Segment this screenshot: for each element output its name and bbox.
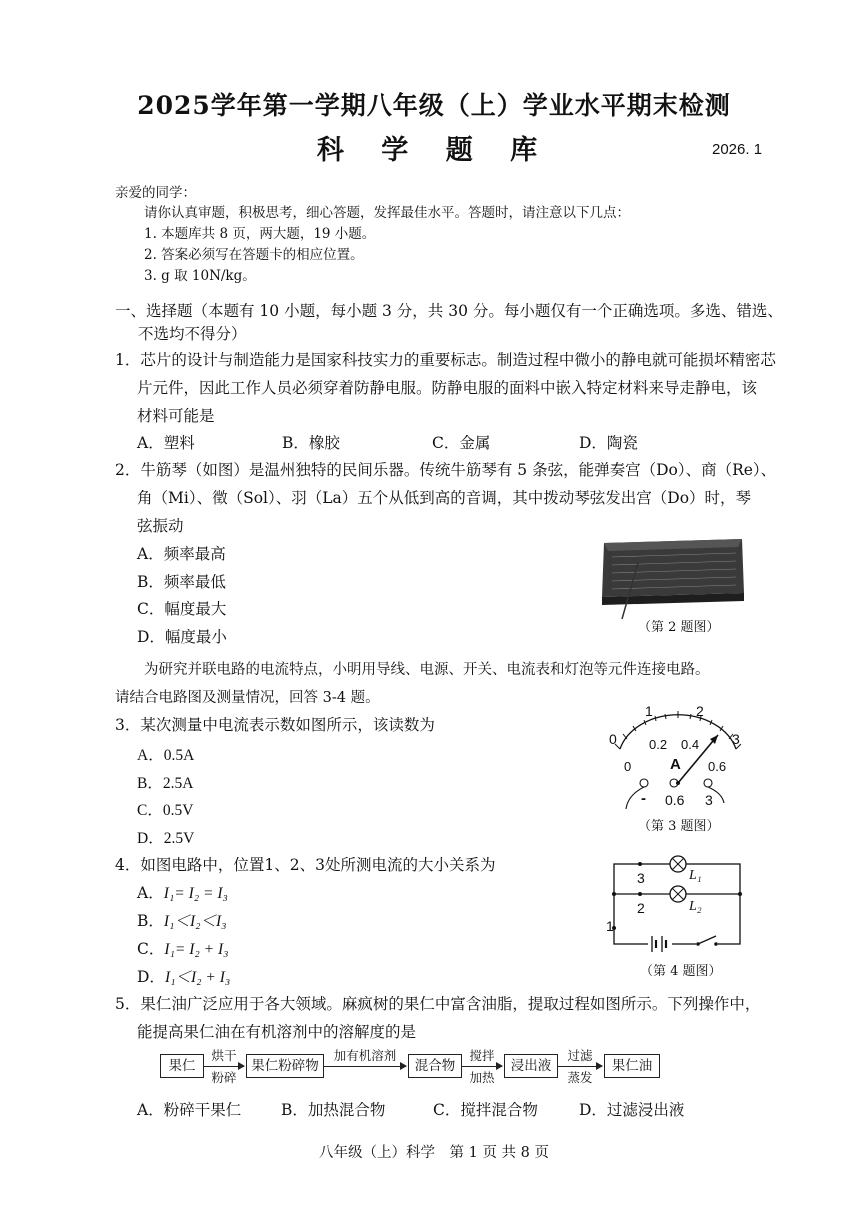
meter-top-2: 2 [696, 703, 704, 719]
meter-unit: A [670, 756, 681, 773]
q4-stem: 4．如图电路中，位置1、2、3处所测电流的大小关系为 [115, 856, 496, 874]
flow-box-mixture: 混合物 [408, 1054, 462, 1078]
intro34-line1: 为研究并联电路的电流特点，小明用导线、电源、开关、电流表和灯泡等元件连接电路。 [144, 662, 710, 678]
note-item: 2. 答案必须写在答题卡的相应位置。 [144, 247, 364, 263]
circuit-label-3: 3 [637, 870, 645, 886]
circuit-label-2: 2 [637, 900, 645, 916]
q4-option-c[interactable] [137, 937, 229, 959]
section-heading [115, 299, 783, 321]
meter-top-1: 1 [645, 703, 653, 719]
flow-box-extract: 浸出液 [504, 1054, 558, 1078]
section-heading-line2: 不选均不得分） [138, 325, 247, 343]
q5-line1: 5．果仁油广泛应用于各大领域。麻疯树的果仁中富含油脂，提取过程如图所示。下列操作中， [115, 995, 761, 1013]
q2-line: 弦振动 [137, 517, 184, 535]
meter-top-0: 0 [609, 731, 617, 747]
q3-option-c[interactable]: C．0.5V [137, 802, 194, 819]
option-expr: I₁= I₂ = I₃ [163, 885, 228, 902]
q3-option-a[interactable]: A．0.5A [137, 747, 195, 764]
meter-bottom-0: 0 [624, 759, 632, 774]
flow-arrow [462, 1066, 502, 1067]
flow-arrow [324, 1066, 406, 1067]
option-letter: C． [137, 940, 165, 958]
q2-option-d[interactable]: D．幅度最小 [137, 628, 227, 646]
q1-option-c[interactable]: C．金属 [432, 434, 491, 452]
option-letter: D． [137, 968, 165, 986]
q5-option-d[interactable]: D．过滤浸出液 [579, 1101, 685, 1119]
flow-arrow [204, 1066, 244, 1067]
exam-date: 2026. 1 [712, 141, 763, 158]
option-letter: A． [137, 884, 164, 902]
note-item: 1. 本题库共 8 页，两大题，19 小题。 [144, 226, 376, 242]
meter-bottom-3: 0.6 [708, 759, 727, 774]
greeting: 亲爱的同学： [115, 185, 196, 201]
option-letter: B． [137, 912, 164, 930]
flow-step-top: 烘干 [211, 1048, 237, 1063]
q1-line: 材料可能是 [137, 407, 215, 425]
q4-option-b[interactable] [137, 909, 227, 931]
q5-line2: 能提高果仁油在有机溶剂中的溶解度的是 [137, 1023, 417, 1041]
q1-line: 1．芯片的设计与制造能力是国家科技实力的重要标志。制造过程中微小的静电就可能损坏精密芯 [115, 351, 776, 369]
meter-bottom-1: 0.2 [649, 737, 668, 752]
page-footer: 八年级（上）科学 第 1 页 共 8 页 [319, 1145, 549, 1161]
circuit-figure [600, 850, 750, 955]
flow-step-top: 搅拌 [469, 1048, 495, 1063]
intro34-line2: 请结合电路图及测量情况，回答 3-4 题。 [115, 690, 380, 706]
q2-option-a[interactable]: A．频率最高 [137, 545, 226, 563]
zither-figure [598, 535, 748, 621]
q5-option-b[interactable]: B．加热混合物 [281, 1101, 386, 1119]
meter-bottom-2: 0.4 [681, 737, 700, 752]
q3-option-b[interactable]: B．2.5A [137, 775, 194, 792]
terminal-negative: - [641, 790, 646, 807]
circuit-label-1: 1 [606, 918, 614, 934]
note-item: 3. g 取 10N/kg。 [144, 268, 256, 284]
exam-title: 2025学年第一学期八年级（上）学业水平期末检测 [137, 91, 731, 120]
flow-step-bottom: 蒸发 [567, 1070, 593, 1085]
flow-box-oil: 果仁油 [604, 1054, 660, 1078]
q1-option-a[interactable]: A．塑料 [137, 434, 195, 452]
q4-figure-caption: （第 4 题图） [640, 964, 722, 979]
q2-figure-caption: （第 2 题图） [638, 620, 720, 635]
flow-box-kernel: 果仁 [160, 1054, 204, 1078]
q2-line: 角（Mi）、徵（Sol）、羽（La）五个从低到高的音调，其中拨动琴弦发出宫（Do）时，琴 [137, 489, 752, 507]
option-expr: I₁＜I₂ + I₃ [164, 969, 231, 986]
section-heading-line1: 一、选择题（本题有 10 小题，每小题 3 分，共 30 分。每小题仅有一个正确选项。多选、错选、 [115, 302, 783, 320]
option-expr: I₁＜I₂＜I₃ [163, 913, 227, 930]
meter-top-3: 3 [732, 731, 740, 747]
lamp-l1-label: L₁ [689, 868, 702, 883]
q3-figure-caption: （第 3 题图） [638, 819, 720, 834]
option-expr: I₁= I₂ + I₃ [164, 941, 229, 958]
lamp-l2-label: L₂ [689, 899, 702, 914]
flow-box-ground: 果仁粉碎物 [246, 1054, 324, 1078]
q2-option-c[interactable]: C．幅度最大 [137, 600, 227, 618]
terminal-0-6: 0.6 [665, 792, 685, 808]
flow-step-top: 过滤 [567, 1048, 593, 1063]
notes-intro: 请你认真审题，积极思考，细心答题，发挥最佳水平。答题时，请注意以下几点： [144, 205, 630, 221]
flow-step-bottom: 粉碎 [211, 1070, 237, 1085]
q1-option-b[interactable]: B．橡胶 [282, 434, 340, 452]
q5-option-a[interactable]: A．粉碎干果仁 [137, 1101, 242, 1119]
q2-option-b[interactable]: B．频率最低 [137, 573, 226, 591]
q4-option-a[interactable] [137, 881, 228, 903]
flow-step-top: 加有机溶剂 [333, 1048, 397, 1063]
q4-option-d[interactable] [137, 965, 230, 987]
q3-stem: 3．某次测量中电流表示数如图所示，该读数为 [115, 716, 435, 734]
terminal-3: 3 [705, 792, 713, 808]
q5-option-c[interactable]: C．搅拌混合物 [433, 1101, 538, 1119]
q1-line: 片元件，因此工作人员必须穿着防静电服。防静电服的面料中嵌入特定材料来导走静电，该 [137, 379, 758, 397]
flow-step-bottom: 加热 [469, 1070, 495, 1085]
q3-option-d[interactable]: D．2.5V [137, 830, 195, 847]
q1-option-d[interactable]: D．陶瓷 [579, 434, 638, 452]
flow-arrow [558, 1066, 602, 1067]
exam-subtitle: 科 学 题 库 [316, 135, 552, 166]
q2-line: 2．牛筋琴（如图）是温州独特的民间乐器。传统牛筋琴有 5 条弦，能弹奏宫（Do）、商（Re）、 [115, 461, 777, 479]
